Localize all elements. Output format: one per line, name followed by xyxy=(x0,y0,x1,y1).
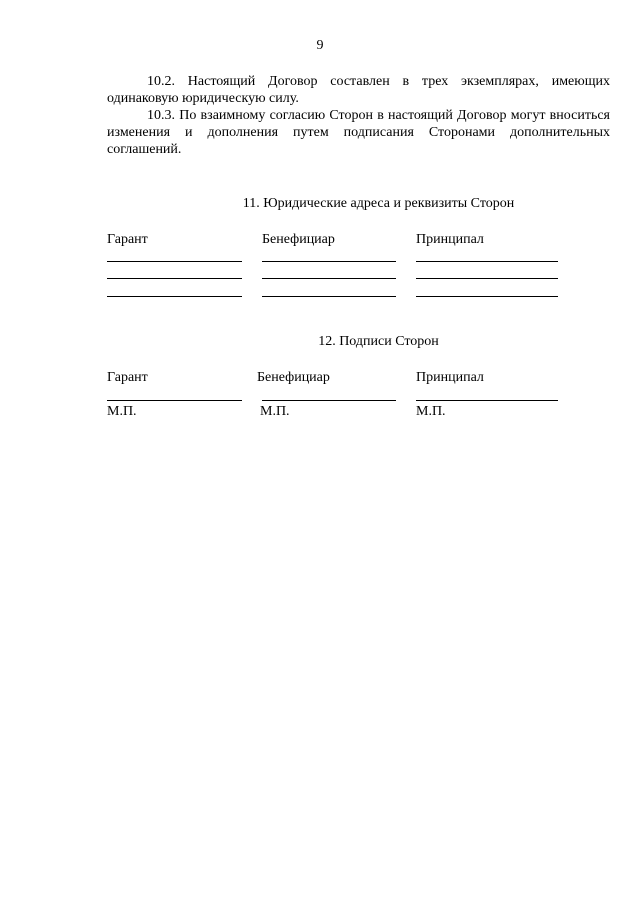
principal-stamp-label: М.П. xyxy=(416,404,446,419)
section-12-guarantor-label: Гарант xyxy=(107,370,148,385)
beneficiary-requisites-line-3[interactable] xyxy=(262,296,396,297)
section-12-title: 12. Подписи Сторон xyxy=(318,334,439,349)
clause-10-2: 10.2. Настоящий Договор составлен в трех экземплярах, имеющих одинаковую юридическую силу. xyxy=(107,74,610,106)
principal-requisites-line-1[interactable] xyxy=(416,261,558,262)
beneficiary-requisites-line-1[interactable] xyxy=(262,261,396,262)
beneficiary-stamp-label: М.П. xyxy=(260,404,290,419)
section-11-title: 11. Юридические адреса и реквизиты Сторон xyxy=(242,196,515,211)
section-11-guarantor-label: Гарант xyxy=(107,232,148,247)
principal-signature-line[interactable] xyxy=(416,400,558,401)
guarantor-requisites-line-2[interactable] xyxy=(107,278,242,279)
guarantor-signature-line[interactable] xyxy=(107,400,242,401)
page-number: 9 xyxy=(316,38,324,53)
section-12-principal-label: Принципал xyxy=(416,370,484,385)
section-11-principal-label: Принципал xyxy=(416,232,484,247)
principal-requisites-line-2[interactable] xyxy=(416,278,558,279)
clause-10-3: 10.3. По взаимному согласию Сторон в настоящий Договор могут вноситься изменения и дополнения путем подписания Сторонами дополнительных соглашений. xyxy=(107,108,610,157)
guarantor-requisites-line-3[interactable] xyxy=(107,296,242,297)
section-12-beneficiary-label: Бенефициар xyxy=(257,370,330,385)
principal-requisites-line-3[interactable] xyxy=(416,296,558,297)
guarantor-requisites-line-1[interactable] xyxy=(107,261,242,262)
beneficiary-requisites-line-2[interactable] xyxy=(262,278,396,279)
section-11-beneficiary-label: Бенефициар xyxy=(262,232,335,247)
beneficiary-signature-line[interactable] xyxy=(262,400,396,401)
guarantor-stamp-label: М.П. xyxy=(107,404,137,419)
